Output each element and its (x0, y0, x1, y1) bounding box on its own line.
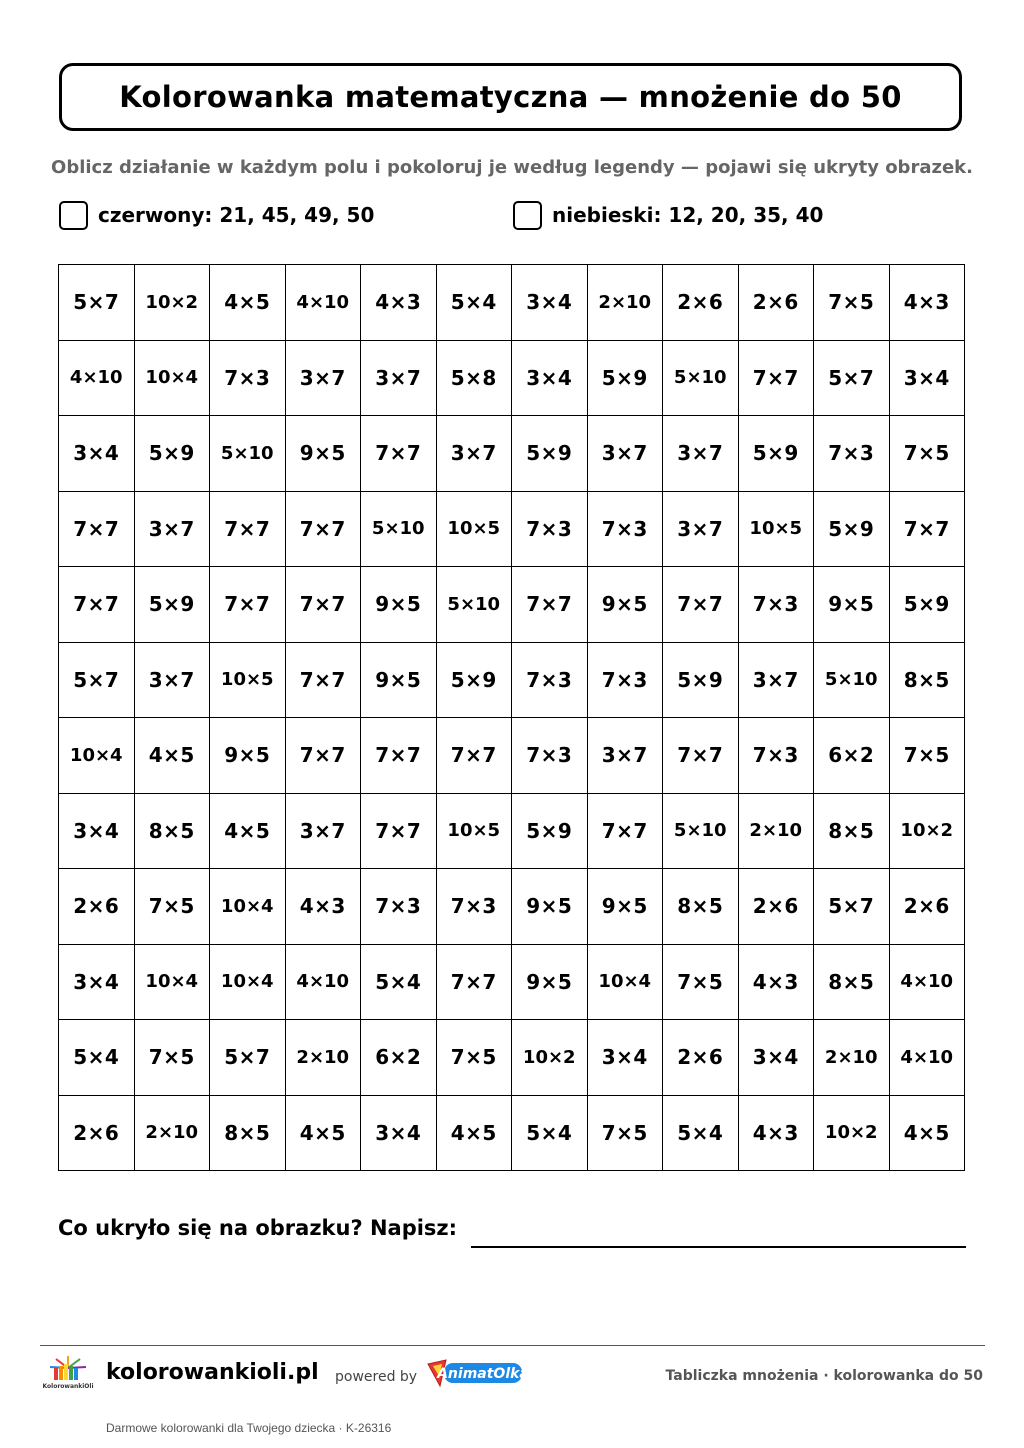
grid-cell[interactable]: 5×4 (361, 944, 437, 1020)
footer-category: Tabliczka mnożenia · kolorowanka do 50 (665, 1368, 983, 1384)
grid-cell[interactable]: 3×4 (59, 416, 135, 492)
footer-divider (40, 1345, 985, 1346)
grid-row (59, 491, 965, 567)
grid-cell[interactable]: 2×6 (663, 265, 739, 341)
grid-cell[interactable]: 8×5 (814, 944, 890, 1020)
legend-item-red (59, 199, 374, 231)
grid-cell[interactable]: 5×7 (210, 1020, 286, 1096)
grid-cell[interactable]: 2×10 (814, 1020, 890, 1096)
grid-cell[interactable]: 8×5 (663, 869, 739, 945)
grid-cell[interactable]: 5×9 (738, 416, 814, 492)
grid-cell[interactable]: 5×9 (814, 491, 890, 567)
answer-line[interactable] (471, 1246, 966, 1248)
grid-cell[interactable]: 9×5 (587, 869, 663, 945)
grid-row (59, 1095, 965, 1171)
grid-cell[interactable]: 7×5 (663, 944, 739, 1020)
grid-cell[interactable]: 5×9 (134, 567, 210, 643)
grid-cell[interactable]: 4×10 (285, 944, 361, 1020)
grid-cell[interactable]: 5×4 (436, 265, 512, 341)
grid-cell[interactable]: 7×7 (285, 491, 361, 567)
grid-cell[interactable]: 5×7 (814, 340, 890, 416)
instruction-text: Oblicz działanie w każdym polu i pokoloruj je według legendy — pojawi się ukryty obrazek. (51, 157, 973, 178)
grid-cell[interactable]: 4×3 (361, 265, 437, 341)
grid-cell[interactable]: 7×7 (663, 718, 739, 794)
grid-cell[interactable]: 10×4 (210, 869, 286, 945)
svg-text:KolorowankiOli: KolorowankiOli (42, 1383, 94, 1390)
grid-cell[interactable]: 7×7 (59, 567, 135, 643)
grid-cell[interactable]: 10×2 (814, 1095, 890, 1171)
animatolka-logo[interactable] (424, 1356, 529, 1392)
grid-cell[interactable]: 7×3 (512, 642, 588, 718)
grid-cell[interactable]: 5×10 (663, 793, 739, 869)
grid-cell[interactable]: 5×4 (59, 1020, 135, 1096)
legend-label-red: czerwony: 21, 45, 49, 50 (98, 203, 375, 227)
grid-cell[interactable]: 10×5 (210, 642, 286, 718)
grid-cell[interactable]: 10×4 (587, 944, 663, 1020)
grid-cell[interactable]: 5×9 (436, 642, 512, 718)
page-title: Kolorowanka matematyczna — mnożenie do 50 (119, 80, 902, 114)
grid-cell[interactable]: 2×6 (59, 1095, 135, 1171)
grid-cell[interactable]: 4×10 (285, 265, 361, 341)
grid-cell[interactable]: 4×3 (738, 944, 814, 1020)
grid-cell[interactable]: 5×10 (663, 340, 739, 416)
grid-cell[interactable]: 7×3 (814, 416, 890, 492)
grid-cell[interactable]: 5×7 (59, 642, 135, 718)
grid-cell[interactable]: 7×3 (587, 642, 663, 718)
grid-cell[interactable]: 8×5 (134, 793, 210, 869)
grid-cell[interactable]: 9×5 (285, 416, 361, 492)
grid-cell[interactable]: 7×7 (361, 718, 437, 794)
grid-cell[interactable]: 8×5 (889, 642, 965, 718)
grid-cell[interactable]: 5×10 (436, 567, 512, 643)
grid-cell[interactable]: 9×5 (210, 718, 286, 794)
grid-cell[interactable]: 9×5 (814, 567, 890, 643)
grid-cell[interactable]: 9×5 (512, 944, 588, 1020)
grid-cell[interactable]: 7×5 (889, 416, 965, 492)
grid-cell[interactable]: 2×6 (738, 265, 814, 341)
grid-cell[interactable]: 7×7 (663, 567, 739, 643)
grid-cell[interactable]: 7×7 (436, 944, 512, 1020)
grid-cell[interactable]: 6×2 (361, 1020, 437, 1096)
grid-cell[interactable]: 3×4 (587, 1020, 663, 1096)
grid-cell[interactable]: 5×4 (663, 1095, 739, 1171)
grid-cell[interactable]: 7×3 (512, 718, 588, 794)
grid-cell[interactable]: 4×3 (285, 869, 361, 945)
grid-row (59, 265, 965, 341)
grid-cell[interactable]: 2×10 (285, 1020, 361, 1096)
question-prompt: Co ukryło się na obrazku? Napisz: (58, 1216, 458, 1240)
grid-cell[interactable]: 4×5 (134, 718, 210, 794)
grid-cell[interactable]: 10×4 (59, 718, 135, 794)
grid-cell[interactable]: 7×5 (814, 265, 890, 341)
grid-cell[interactable]: 4×5 (210, 793, 286, 869)
grid-cell[interactable]: 7×3 (210, 340, 286, 416)
grid-cell[interactable]: 10×4 (134, 944, 210, 1020)
grid-cell[interactable]: 10×2 (134, 265, 210, 341)
grid-cell[interactable]: 7×7 (361, 416, 437, 492)
grid-cell[interactable]: 5×10 (361, 491, 437, 567)
grid-cell[interactable]: 7×7 (738, 340, 814, 416)
grid-cell[interactable]: 10×2 (512, 1020, 588, 1096)
grid-cell[interactable]: 3×7 (738, 642, 814, 718)
grid-cell[interactable]: 4×5 (210, 265, 286, 341)
grid-cell[interactable]: 7×7 (210, 491, 286, 567)
grid-cell[interactable]: 7×3 (361, 869, 437, 945)
grid-cell[interactable]: 9×5 (361, 642, 437, 718)
grid-cell[interactable]: 3×7 (361, 340, 437, 416)
grid-cell[interactable]: 3×7 (134, 642, 210, 718)
grid-cell[interactable]: 7×7 (210, 567, 286, 643)
grid-cell[interactable]: 3×7 (436, 416, 512, 492)
legend-color-box-blue[interactable] (513, 201, 542, 230)
grid-cell[interactable]: 10×5 (436, 793, 512, 869)
grid-cell[interactable]: 5×4 (512, 1095, 588, 1171)
powered-by-label: powered by (335, 1369, 418, 1385)
grid-cell[interactable]: 7×3 (436, 869, 512, 945)
grid-cell[interactable]: 2×10 (587, 265, 663, 341)
grid-row (59, 1020, 965, 1096)
legend-color-box-red[interactable] (59, 201, 88, 230)
grid-cell[interactable]: 6×2 (814, 718, 890, 794)
grid-cell[interactable]: 7×5 (134, 1020, 210, 1096)
grid-cell[interactable]: 7×7 (59, 491, 135, 567)
grid-cell[interactable]: 5×8 (436, 340, 512, 416)
grid-cell[interactable]: 2×6 (889, 869, 965, 945)
grid-cell[interactable]: 5×9 (663, 642, 739, 718)
svg-text:AnimatOlka: AnimatOlka (437, 1366, 529, 1382)
grid-cell[interactable]: 10×4 (210, 944, 286, 1020)
grid-cell[interactable]: 7×3 (587, 491, 663, 567)
grid-cell[interactable]: 2×6 (59, 869, 135, 945)
grid-row (59, 642, 965, 718)
grid-cell[interactable]: 10×2 (889, 793, 965, 869)
grid-cell[interactable]: 7×7 (285, 718, 361, 794)
grid-cell[interactable]: 3×7 (285, 793, 361, 869)
grid-cell[interactable]: 3×7 (587, 416, 663, 492)
grid-cell[interactable]: 2×10 (134, 1095, 210, 1171)
site-name[interactable]: kolorowankioli.pl (106, 1360, 319, 1385)
grid-cell[interactable]: 3×4 (59, 944, 135, 1020)
grid-cell[interactable]: 7×7 (285, 642, 361, 718)
grid-cell[interactable]: 10×5 (436, 491, 512, 567)
grid-cell[interactable]: 5×10 (210, 416, 286, 492)
multiplication-grid (58, 264, 965, 1171)
grid-cell[interactable]: 3×7 (587, 718, 663, 794)
grid-cell[interactable]: 3×7 (285, 340, 361, 416)
kolorowankioli-logo (42, 1354, 94, 1396)
grid-cell[interactable]: 5×9 (512, 416, 588, 492)
grid-cell[interactable]: 3×7 (134, 491, 210, 567)
grid-cell[interactable]: 3×4 (512, 265, 588, 341)
grid-cell[interactable]: 7×7 (587, 793, 663, 869)
grid-cell[interactable]: 7×3 (738, 567, 814, 643)
grid-cell[interactable]: 3×4 (361, 1095, 437, 1171)
grid-row (59, 567, 965, 643)
grid-cell[interactable]: 2×6 (663, 1020, 739, 1096)
grid-cell[interactable]: 5×9 (889, 567, 965, 643)
grid-cell[interactable]: 7×5 (436, 1020, 512, 1096)
grid-cell[interactable]: 3×7 (663, 416, 739, 492)
grid-cell[interactable]: 7×7 (889, 491, 965, 567)
grid-cell[interactable]: 7×3 (738, 718, 814, 794)
grid-cell[interactable]: 8×5 (814, 793, 890, 869)
grid-row (59, 340, 965, 416)
grid-cell[interactable]: 3×4 (512, 340, 588, 416)
grid-cell[interactable]: 4×5 (285, 1095, 361, 1171)
grid-cell[interactable]: 3×4 (889, 340, 965, 416)
grid-cell[interactable]: 5×9 (587, 340, 663, 416)
grid-cell[interactable]: 3×4 (59, 793, 135, 869)
title-box (59, 63, 962, 131)
grid-cell[interactable]: 9×5 (361, 567, 437, 643)
grid-cell[interactable]: 9×5 (587, 567, 663, 643)
footer-subline: Darmowe kolorowanki dla Twojego dziecka · K-26316 (106, 1421, 392, 1435)
grid-cell[interactable]: 5×9 (512, 793, 588, 869)
grid-cell[interactable]: 9×5 (512, 869, 588, 945)
grid-cell[interactable]: 7×5 (134, 869, 210, 945)
grid-cell[interactable]: 2×10 (738, 793, 814, 869)
grid-cell[interactable]: 4×5 (889, 1095, 965, 1171)
grid-cell[interactable]: 7×5 (889, 718, 965, 794)
grid-cell[interactable]: 3×7 (663, 491, 739, 567)
grid-cell[interactable]: 2×6 (738, 869, 814, 945)
grid-cell[interactable]: 4×10 (889, 944, 965, 1020)
legend-item-blue (513, 199, 823, 231)
grid-cell[interactable]: 4×10 (59, 340, 135, 416)
grid-cell[interactable]: 4×5 (436, 1095, 512, 1171)
grid-cell[interactable]: 8×5 (210, 1095, 286, 1171)
grid-cell[interactable]: 3×4 (738, 1020, 814, 1096)
grid-row (59, 718, 965, 794)
grid-cell[interactable]: 10×5 (738, 491, 814, 567)
grid-cell[interactable]: 5×7 (59, 265, 135, 341)
grid-cell[interactable]: 10×4 (134, 340, 210, 416)
grid-cell[interactable]: 4×10 (889, 1020, 965, 1096)
grid-cell[interactable]: 7×7 (436, 718, 512, 794)
grid-cell[interactable]: 7×3 (512, 491, 588, 567)
grid-row (59, 416, 965, 492)
grid-cell[interactable]: 7×7 (512, 567, 588, 643)
grid-cell[interactable]: 5×10 (814, 642, 890, 718)
grid-cell[interactable]: 7×7 (285, 567, 361, 643)
grid-row (59, 944, 965, 1020)
grid-cell[interactable]: 5×7 (814, 869, 890, 945)
grid-row (59, 793, 965, 869)
legend-label-blue: niebieski: 12, 20, 35, 40 (552, 203, 824, 227)
grid-cell[interactable]: 7×7 (361, 793, 437, 869)
grid-cell[interactable]: 5×9 (134, 416, 210, 492)
grid-cell[interactable]: 4×3 (889, 265, 965, 341)
grid-row (59, 869, 965, 945)
grid-cell[interactable]: 4×3 (738, 1095, 814, 1171)
grid-cell[interactable]: 7×5 (587, 1095, 663, 1171)
